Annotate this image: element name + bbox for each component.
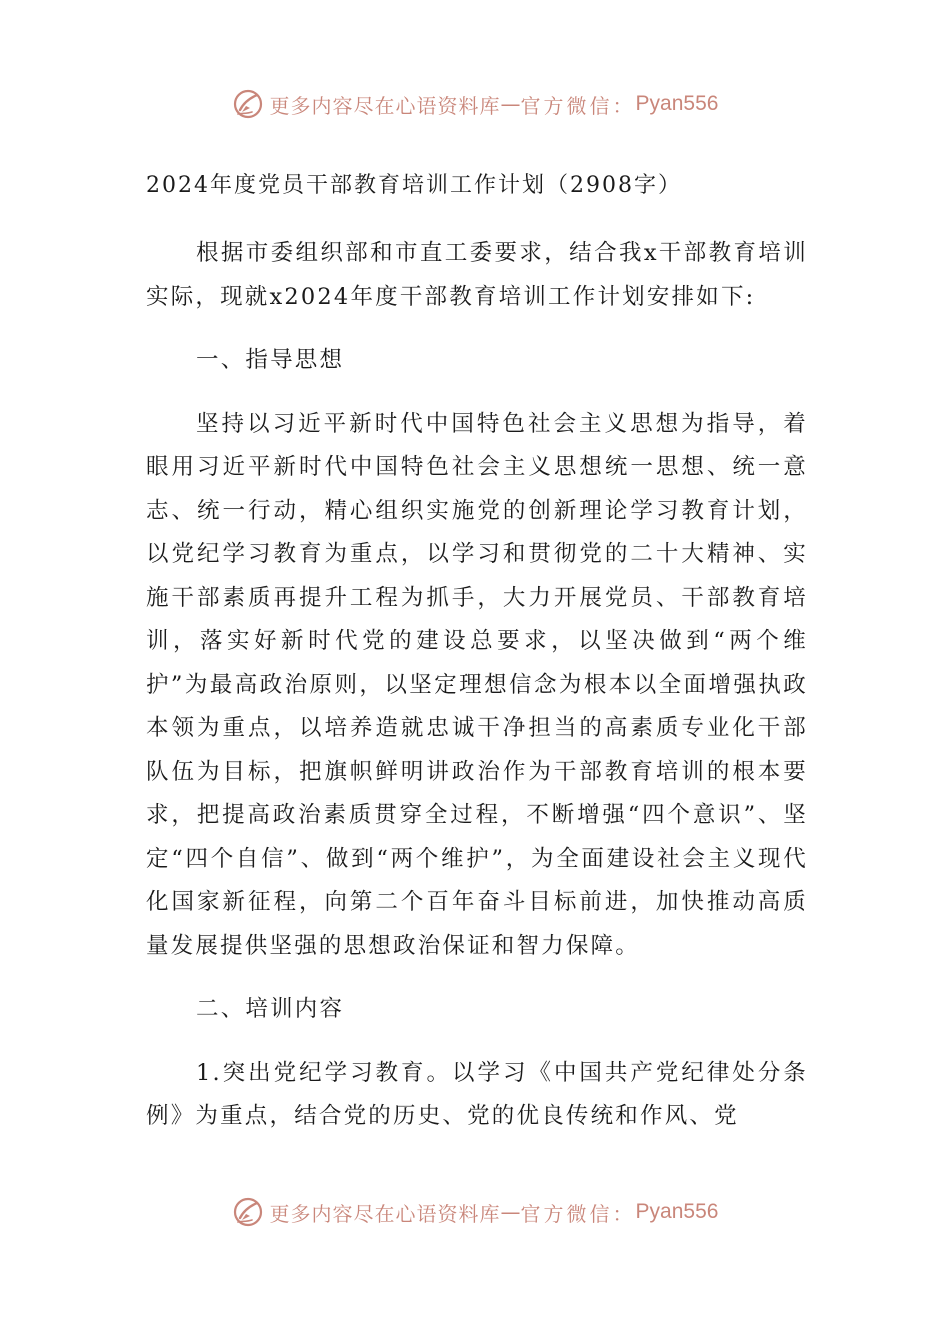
banner-site-text: 更多内容尽在心语资料库 (269, 93, 501, 118)
section-2-heading: 二、培训内容 (196, 996, 345, 1022)
header-banner (0, 84, 950, 124)
banner-site-text: 更多内容尽在心语资料库 (269, 1201, 501, 1226)
banner-wechat-label: 官方微信： (520, 93, 636, 118)
writing-hand-logo-icon (232, 1196, 264, 1228)
banner-wechat-label: 官方微信： (520, 1201, 636, 1226)
banner-dash: — (500, 92, 521, 116)
section-1-body: 坚持以习近平新时代中国特色社会主义思想为指导，着眼用习近平新时代中国特色社会主义思想统一思想、统一意志、统一行动，精心组织实施党的创新理论学习教育计划，以党纪学习教育为重点，以学习和贯彻党的二十大精神、实施干部素质再提升工程为抓手，大力开展党员、干部教育培训，落实好新时代党的建设总要求，以坚决做到“两个维护”为最高政治原则，以坚定理想信念为根本以全面增强执政本领为重点，以培养造就忠诚干净担当的高素质专业化干部队伍为目标，把旗帜鲜明讲政治作为干部教育培训的根本要求，把提高政治素质贯穿全过程，不断增强“四个意识”、坚定“四个自信”、做到“两个维护”，为全面建设社会主义现代化国家新征程，向第二个百年奋斗目标前进，加快推动高质量发展提供坚强的思想政治保证和智力保障。 (146, 410, 808, 959)
banner-wechat-id: Pyan556 (635, 1200, 719, 1223)
document-title: 2024年度党员干部教育培训工作计划（2908字） (146, 173, 682, 198)
document-body (146, 168, 808, 1159)
writing-hand-logo-icon (232, 88, 264, 120)
intro-paragraph: 根据市委组织部和市直工委要求，结合我x干部教育培训实际，现就x2024年度干部教育培训工作计划安排如下: (146, 240, 808, 310)
section-2-item-1: 1.突出党纪学习教育。以学习《中国共产党纪律处分条例》为重点，结合党的历史、党的优良传统和作风、党 (146, 1059, 808, 1129)
banner-dash: — (500, 1200, 521, 1224)
footer-banner (0, 1192, 950, 1232)
section-1-heading: 一、指导思想 (196, 347, 345, 373)
banner-wechat-id: Pyan556 (635, 92, 719, 115)
